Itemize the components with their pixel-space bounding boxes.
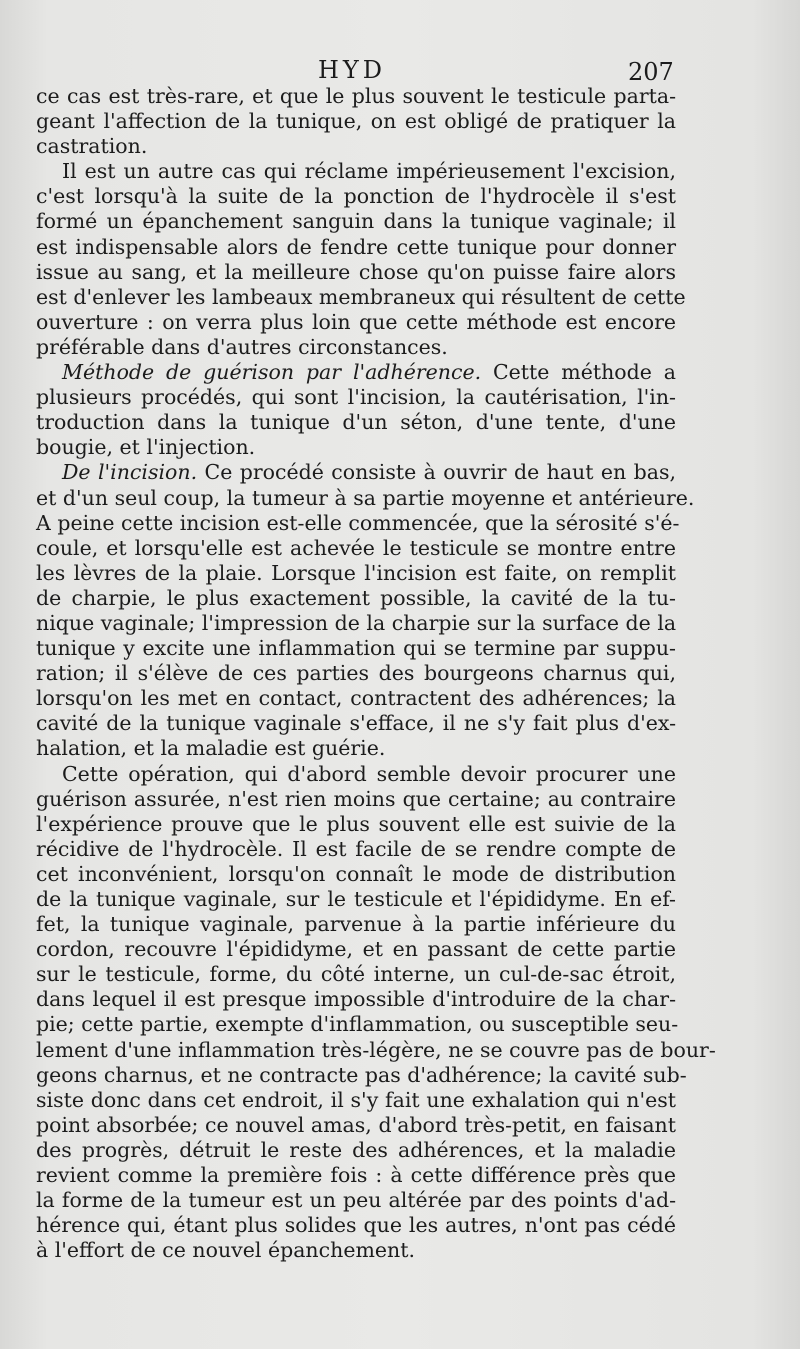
line-text: lement d'une inflammation très-légère, ne se couvre pas de bour- [36, 1037, 716, 1062]
line-text: est indispensable alors de fendre cette tunique pour donner [36, 234, 676, 259]
line-text: sur le testicule, forme, du côté interne, un cul-de-sac étroit, [36, 962, 676, 987]
line-text: tunique y excite une inflammation qui se termine par suppu- [36, 636, 676, 661]
line-text: revient comme la première fois : à cette différence près que [36, 1163, 676, 1188]
line-text: pie; cette partie, exempte d'inflammation, ou susceptible seu- [36, 1012, 679, 1037]
page-number: 207 [628, 58, 674, 86]
text-line [36, 912, 676, 937]
line-text: fet, la tunique vaginale, parvenue à la partie inférieure du [36, 912, 676, 937]
text-line [36, 460, 676, 485]
line-text: des progrès, détruit le reste des adhérences, et la maladie [36, 1137, 676, 1162]
line-text: troduction dans la tunique d'un séton, d'une tente, d'une [36, 410, 676, 435]
line-text: bougie, et l'injection. [36, 435, 256, 460]
text-line [36, 84, 676, 109]
line-text: c'est lorsqu'à la suite de la ponction de l'hydrocèle il s'est [36, 184, 676, 209]
line-text: de charpie, le plus exactement possible, la cavité de la tu- [36, 585, 676, 610]
text-line [36, 937, 676, 962]
text-line [36, 586, 676, 611]
text-line [36, 862, 676, 887]
line-text: l'expérience prouve que le plus souvent elle est suivie de la [36, 811, 676, 836]
text-line [36, 184, 676, 209]
text-line [36, 611, 676, 636]
line-text: à l'effort de ce nouvel épanchement. [36, 1238, 415, 1263]
text-line [36, 762, 676, 787]
line-text: Cette méthode a [481, 360, 676, 385]
text-line [36, 209, 676, 234]
line-text: cavité de la tunique vaginale s'efface, il ne s'y fait plus d'ex- [36, 711, 676, 736]
line-text: préférable dans d'autres circonstances. [36, 334, 448, 359]
running-head-title: HYD [318, 56, 387, 84]
line-text: la forme de la tumeur est un peu altérée par des points d'ad- [36, 1188, 676, 1213]
line-text: issue au sang, et la meilleure chose qu'on puisse faire alors [36, 259, 676, 284]
text-line [36, 536, 676, 561]
text-line [36, 736, 676, 761]
text-line [36, 260, 676, 285]
line-text: formé un épanchement sanguin dans la tunique vaginale; il [36, 209, 676, 234]
text-line [36, 510, 680, 536]
text-line [36, 310, 676, 335]
text-line [36, 1062, 687, 1088]
line-text: coule, et lorsqu'elle est achevée le testicule se montre entre [36, 535, 676, 560]
text-line [36, 435, 676, 460]
line-text: halation, et la maladie est guérie. [36, 736, 386, 761]
text-line [36, 410, 676, 435]
text-line [36, 636, 676, 661]
line-text: et d'un seul coup, la tumeur à sa partie moyenne et antérieure. [36, 485, 695, 510]
text-line [36, 661, 676, 686]
section-heading: Méthode de guérison par l'adhérence. [62, 360, 482, 385]
text-line [36, 485, 695, 511]
line-text: ouverture : on verra plus loin que cette méthode est encore [36, 309, 676, 334]
line-text: les lèvres de la plaie. Lorsque l'incision est faite, on remplit [36, 560, 676, 585]
line-text: nique vaginale; l'impression de la charpie sur la surface de la [36, 610, 677, 635]
line-text: récidive de l'hydrocèle. Il est facile de se rendre compte de [36, 836, 676, 861]
text-line [36, 335, 676, 360]
line-text: ce cas est très-rare, et que le plus souvent le testicule parta- [36, 84, 676, 108]
text-line [36, 1238, 676, 1263]
line-text: est d'enlever les lambeaux membraneux qui résultent de cette [36, 284, 686, 309]
text-line [36, 284, 686, 310]
text-line [36, 1088, 676, 1113]
text-line [36, 134, 676, 159]
text-line [36, 887, 676, 912]
text-line [36, 109, 676, 134]
text-line [36, 360, 676, 385]
text-line [36, 987, 676, 1012]
line-text: ration; il s'élève de ces parties des bourgeons charnus qui, [36, 661, 676, 686]
line-text: siste donc dans cet endroit, il s'y fait une exhalation qui n'est [36, 1087, 676, 1112]
text-line [36, 235, 676, 260]
line-text: A peine cette incision est-elle commencée, que la sérosité s'é- [36, 510, 680, 535]
body-text [36, 84, 716, 1263]
text-line [36, 686, 676, 711]
line-text: de la tunique vaginale, sur le testicule et l'épididyme. En ef- [36, 887, 676, 911]
line-text: Il est un autre cas qui réclame impérieusement l'excision, [62, 159, 676, 184]
text-line [36, 812, 676, 837]
line-text: lorsqu'on les met en contact, contractent des adhérences; la [36, 686, 676, 711]
line-text: dans lequel il est presque impossible d'introduire de la char- [36, 987, 676, 1012]
line-text: Ce procédé consiste à ouvrir de haut en bas, [197, 460, 676, 485]
text-line [36, 1163, 676, 1188]
text-line [36, 1213, 676, 1238]
line-text: cet inconvénient, lorsqu'on connaît le mode de distribution [36, 861, 676, 886]
line-text: point absorbée; ce nouvel amas, d'abord très-petit, en faisant [36, 1112, 676, 1137]
line-text: Cette opération, qui d'abord semble devoir procurer une [62, 761, 676, 786]
line-text: geons charnus, et ne contracte pas d'adhérence; la cavité sub- [36, 1062, 687, 1087]
text-line [36, 561, 676, 586]
text-line [36, 1037, 716, 1063]
line-text: guérison assurée, n'est rien moins que certaine; au contraire [36, 786, 676, 811]
text-line [36, 962, 676, 987]
text-line [36, 1113, 676, 1138]
line-text: hérence qui, étant plus solides que les autres, n'ont pas cédé [36, 1213, 676, 1238]
text-line [36, 1012, 679, 1037]
line-text: cordon, recouvre l'épididyme, et en passant de cette partie [36, 937, 676, 962]
text-line [36, 1138, 676, 1163]
line-text: plusieurs procédés, qui sont l'incision, la cautérisation, l'in- [36, 385, 676, 410]
text-line [36, 1188, 676, 1213]
text-line [36, 385, 676, 410]
line-text: castration. [36, 134, 148, 159]
text-line [36, 787, 676, 812]
text-line [36, 837, 676, 862]
text-line [36, 159, 676, 184]
text-line [36, 711, 676, 736]
line-text: geant l'affection de la tunique, on est obligé de pratiquer la [36, 109, 676, 134]
section-heading: De l'incision. [62, 460, 198, 485]
